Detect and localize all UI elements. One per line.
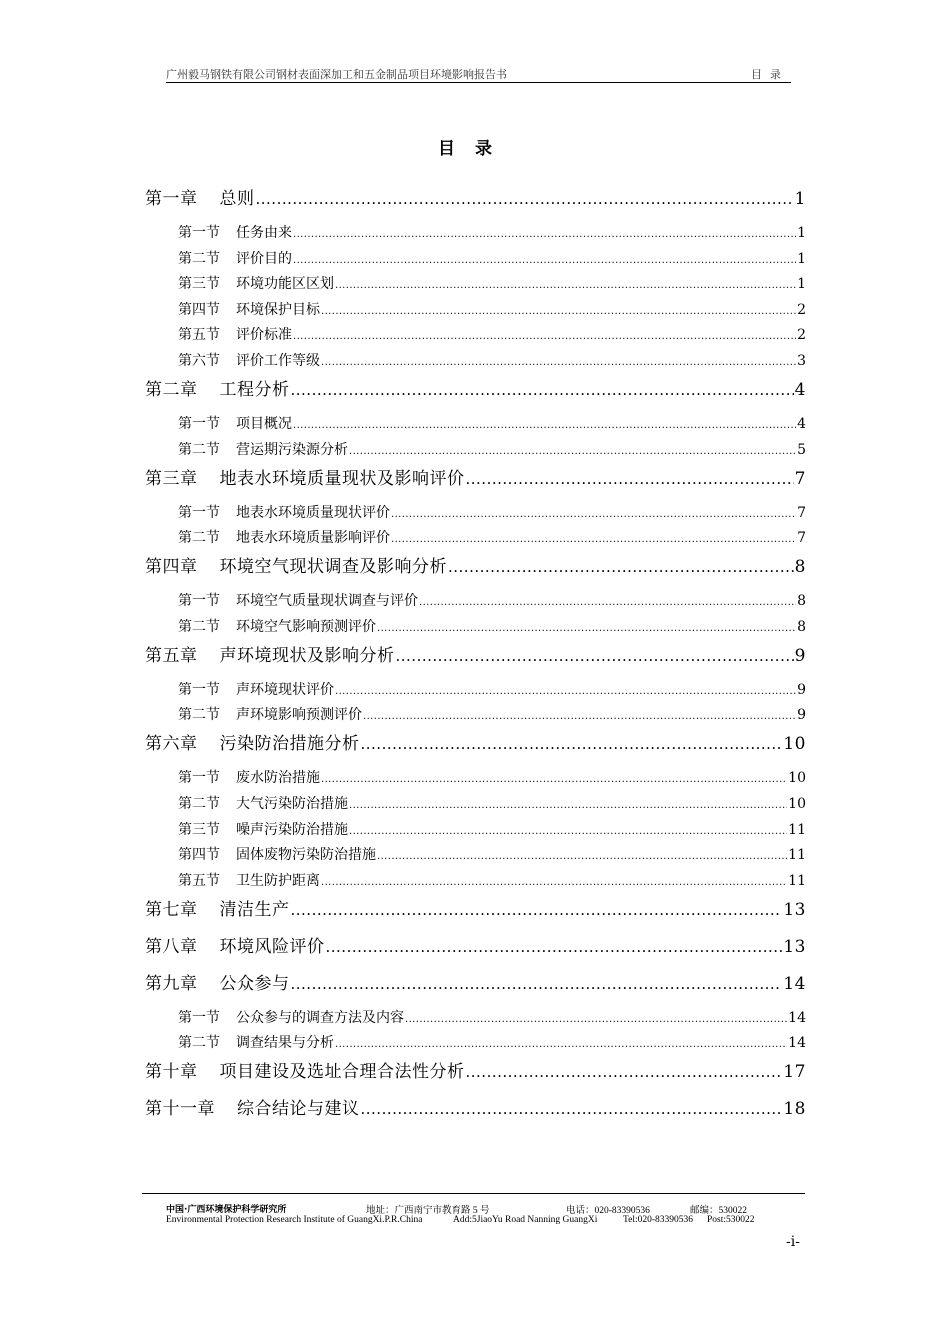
toc-entry-title: 总则 <box>219 189 255 209</box>
toc-entry-number: 第二节 <box>178 441 220 458</box>
toc-dot-leader <box>419 597 796 608</box>
toc-dot-leader <box>321 877 787 888</box>
toc-entry-number: 第四节 <box>178 301 220 318</box>
toc-dot-leader <box>326 938 783 956</box>
toc-section-entry[interactable] <box>178 590 806 610</box>
toc-entry-number: 第六节 <box>178 353 220 369</box>
toc-entry-number: 第二节 <box>178 796 220 812</box>
toc-entry-page: 5 <box>797 441 806 458</box>
toc-section-entry[interactable] <box>178 679 806 699</box>
toc-entry-title: 工程分析 <box>219 380 290 400</box>
toc-entry-number: 第五章 <box>145 645 198 666</box>
toc-entry-title: 污染防治措施分析 <box>219 734 360 755</box>
toc-dot-leader <box>361 735 783 753</box>
toc-entry-number: 第一章 <box>145 189 198 209</box>
toc-entry-number: 第三章 <box>145 468 198 489</box>
toc-entry-title: 地表水环境质量现状及影响评价 <box>219 468 465 489</box>
toc-entry-page: 8 <box>797 593 806 610</box>
toc-entry-page: 3 <box>797 353 806 369</box>
toc-dot-leader <box>377 623 796 634</box>
toc-entry-number: 第一节 <box>178 225 220 241</box>
toc-entry-title: 地表水环境质量影响评价 <box>236 530 390 547</box>
toc-entry-title: 大气污染防治措施 <box>236 796 348 812</box>
toc-dot-leader <box>396 647 794 665</box>
footer-address-en: Add:5JiaoYu Road Nanning GuangXi <box>453 1215 598 1225</box>
toc-dot-leader <box>321 774 787 785</box>
toc-entry-title: 声环境影响预测评价 <box>236 707 362 724</box>
toc-entry-number: 第十一章 <box>145 1099 215 1120</box>
toc-entry-page: 13 <box>783 936 806 957</box>
toc-entry-number: 第一节 <box>178 504 220 521</box>
toc-dot-leader <box>349 446 796 457</box>
toc-section-entry[interactable] <box>178 704 806 724</box>
toc-chapter-entry[interactable] <box>145 464 806 489</box>
toc-section-entry[interactable] <box>178 767 806 787</box>
toc-entry-title: 任务由来 <box>236 225 292 241</box>
toc-entry-number: 第十章 <box>145 1062 198 1083</box>
toc-dot-leader <box>291 381 794 399</box>
toc-entry-title: 营运期污染源分析 <box>236 441 348 458</box>
toc-dot-leader <box>293 229 796 240</box>
toc-dot-leader <box>363 711 796 722</box>
toc-section-entry[interactable] <box>178 299 806 319</box>
toc-dot-leader <box>321 306 796 317</box>
toc-entry-number: 第六章 <box>145 734 198 755</box>
toc-dot-leader <box>291 901 783 919</box>
toc-dot-leader <box>405 1014 787 1025</box>
toc-entry-page: 11 <box>788 847 806 864</box>
toc-entry-title: 废水防治措施 <box>236 770 320 787</box>
page-title: 目录 <box>438 139 512 159</box>
toc-entry-title: 综合结论与建议 <box>237 1099 360 1120</box>
page-number: -i- <box>786 1234 800 1250</box>
toc-chapter-entry[interactable] <box>145 375 806 400</box>
toc-entry-page: 11 <box>788 872 806 889</box>
toc-entry-title: 声环境现状评价 <box>236 681 334 698</box>
toc-entry-title: 环境保护目标 <box>236 301 320 318</box>
toc-chapter-entry[interactable] <box>145 895 806 920</box>
toc-entry-page: 7 <box>797 504 806 521</box>
toc-dot-leader <box>335 1039 787 1050</box>
toc-entry-page: 9 <box>794 645 806 666</box>
toc-dot-leader <box>448 558 794 576</box>
toc-entry-number: 第四节 <box>178 847 220 864</box>
toc-entry-number: 第二章 <box>145 380 198 400</box>
toc-entry-number: 第九章 <box>145 973 198 994</box>
toc-entry-page: 1 <box>797 276 806 293</box>
toc-chapter-entry[interactable] <box>145 729 806 754</box>
toc-entry-number: 第四章 <box>145 557 198 578</box>
toc-entry-page: 9 <box>797 681 806 698</box>
toc-dot-leader <box>293 420 796 431</box>
toc-entry-number: 第二节 <box>178 250 220 267</box>
toc-section-entry[interactable] <box>178 870 806 890</box>
toc-entry-number: 第三节 <box>178 821 220 838</box>
footer-postcode-cn: 邮编：530022 <box>690 1206 748 1216</box>
toc-entry-number: 第一节 <box>178 416 220 432</box>
toc-entry-page: 8 <box>794 557 806 578</box>
toc-entry-title: 固体废物污染防治措施 <box>236 847 376 864</box>
toc-dot-leader <box>256 190 794 208</box>
toc-section-entry[interactable] <box>178 324 806 344</box>
toc-dot-leader <box>391 509 796 520</box>
toc-entry-page: 13 <box>783 899 806 920</box>
toc-dot-leader <box>466 1063 783 1081</box>
footer-institute-en: Environmental Protection Research Institute of GuangXi.P.R.China <box>166 1215 423 1225</box>
toc-entry-page: 4 <box>797 416 806 432</box>
toc-entry-page: 1 <box>797 250 806 267</box>
toc-dot-leader <box>335 686 796 697</box>
toc-entry-title: 评价工作等级 <box>236 353 320 369</box>
toc-entry-number: 第三节 <box>178 276 220 293</box>
toc-entry-title: 声环境现状及影响分析 <box>219 645 395 666</box>
toc-entry-number: 第五节 <box>178 327 220 344</box>
toc-dot-leader <box>466 470 794 488</box>
toc-entry-page: 14 <box>788 1035 806 1052</box>
footer-postcode-en: Post:530022 <box>707 1215 755 1225</box>
toc-section-entry[interactable] <box>178 350 806 370</box>
toc-chapter-entry[interactable] <box>145 1094 806 1119</box>
toc-entry-number: 第一节 <box>178 681 220 698</box>
toc-entry-number: 第二节 <box>178 1035 220 1052</box>
toc-entry-page: 14 <box>788 1009 806 1026</box>
toc-entry-page: 17 <box>783 1062 806 1083</box>
toc-section-entry[interactable] <box>178 1007 806 1027</box>
toc-dot-leader <box>293 255 796 266</box>
toc-dot-leader <box>349 826 787 837</box>
toc-entry-number: 第八章 <box>145 936 198 957</box>
toc-entry-page: 7 <box>794 468 806 489</box>
toc-entry-title: 评价标准 <box>236 327 292 344</box>
toc-entry-number: 第一节 <box>178 593 220 610</box>
toc-section-entry[interactable] <box>178 527 806 547</box>
running-header <box>166 64 791 83</box>
header-section-label: 目录 <box>751 68 789 81</box>
footer-divider <box>142 1193 805 1194</box>
toc-entry-title: 项目建设及选址合理合法性分析 <box>219 1062 465 1083</box>
toc-entry-title: 调查结果与分析 <box>236 1035 334 1052</box>
toc-chapter-entry[interactable] <box>145 552 806 577</box>
toc-entry-title: 项目概况 <box>236 416 292 432</box>
toc-entry-page: 2 <box>797 327 806 344</box>
toc-entry-number: 第二节 <box>178 618 220 635</box>
toc-dot-leader <box>391 534 796 545</box>
toc-section-entry[interactable] <box>178 793 806 813</box>
toc-section-entry[interactable] <box>178 413 806 433</box>
toc-dot-leader <box>291 975 783 993</box>
toc-entry-title: 公众参与 <box>219 973 290 994</box>
toc-section-entry[interactable] <box>178 1032 806 1052</box>
toc-chapter-entry[interactable] <box>145 969 806 994</box>
toc-section-entry[interactable] <box>178 502 806 522</box>
toc-entry-title: 公众参与的调查方法及内容 <box>236 1009 404 1026</box>
toc-entry-page: 10 <box>788 770 806 787</box>
toc-section-entry[interactable] <box>178 844 806 864</box>
toc-dot-leader <box>377 851 787 862</box>
header-document-title: 广州毅马钢铁有限公司钢材表面深加工和五金制品项目环境影响报告书 <box>166 68 507 81</box>
footer-institute-cn: 中国·广西环境保护科学研究所 <box>166 1205 287 1215</box>
toc-entry-page: 11 <box>788 821 806 838</box>
toc-entry-number: 第七章 <box>145 899 198 920</box>
toc-entry-title: 清洁生产 <box>219 899 290 920</box>
toc-dot-leader <box>321 357 796 368</box>
toc-chapter-entry[interactable] <box>145 932 806 957</box>
toc-entry-number: 第一节 <box>178 770 220 787</box>
toc-section-entry[interactable] <box>178 819 806 839</box>
toc-entry-title: 环境风险评价 <box>219 936 325 957</box>
footer-phone-cn: 电话：020-83390536 <box>566 1206 650 1216</box>
toc-dot-leader <box>349 800 787 811</box>
toc-dot-leader <box>361 1100 783 1118</box>
toc-section-entry[interactable] <box>178 616 806 636</box>
toc-entry-title: 环境功能区区划 <box>236 276 334 293</box>
toc-section-entry[interactable] <box>178 273 806 293</box>
toc-chapter-entry[interactable] <box>145 1057 806 1082</box>
toc-section-entry[interactable] <box>178 439 806 459</box>
toc-entry-number: 第五节 <box>178 872 220 889</box>
toc-section-entry[interactable] <box>178 248 806 268</box>
toc-entry-title: 环境空气质量现状调查与评价 <box>236 593 418 610</box>
toc-entry-page: 8 <box>797 618 806 635</box>
toc-chapter-entry[interactable] <box>145 184 806 209</box>
toc-section-entry[interactable] <box>178 222 806 242</box>
toc-entry-title: 评价目的 <box>236 250 292 267</box>
toc-entry-number: 第二节 <box>178 707 220 724</box>
toc-entry-title: 噪声污染防治措施 <box>236 821 348 838</box>
toc-dot-leader <box>293 331 796 342</box>
toc-entry-page: 2 <box>797 301 806 318</box>
toc-entry-title: 卫生防护距离 <box>236 872 320 889</box>
toc-entry-page: 1 <box>794 189 806 209</box>
toc-entry-page: 14 <box>783 973 806 994</box>
toc-dot-leader <box>335 280 796 291</box>
toc-entry-page: 10 <box>788 796 806 812</box>
toc-entry-page: 10 <box>783 734 806 755</box>
toc-entry-page: 18 <box>783 1099 806 1120</box>
toc-entry-number: 第二节 <box>178 530 220 547</box>
toc-entry-number: 第一节 <box>178 1009 220 1026</box>
toc-entry-page: 1 <box>797 225 806 241</box>
footer-address-cn: 地址：广西南宁市教育路 5 号 <box>366 1206 490 1216</box>
toc-entry-page: 9 <box>797 707 806 724</box>
toc-chapter-entry[interactable] <box>145 641 806 666</box>
toc-entry-title: 环境空气影响预测评价 <box>236 618 376 635</box>
footer-phone-en: Tel:020-83390536 <box>623 1215 694 1225</box>
toc-entry-page: 4 <box>794 380 806 400</box>
toc-entry-page: 7 <box>797 530 806 547</box>
toc-entry-title: 地表水环境质量现状评价 <box>236 504 390 521</box>
toc-entry-title: 环境空气现状调查及影响分析 <box>219 557 447 578</box>
